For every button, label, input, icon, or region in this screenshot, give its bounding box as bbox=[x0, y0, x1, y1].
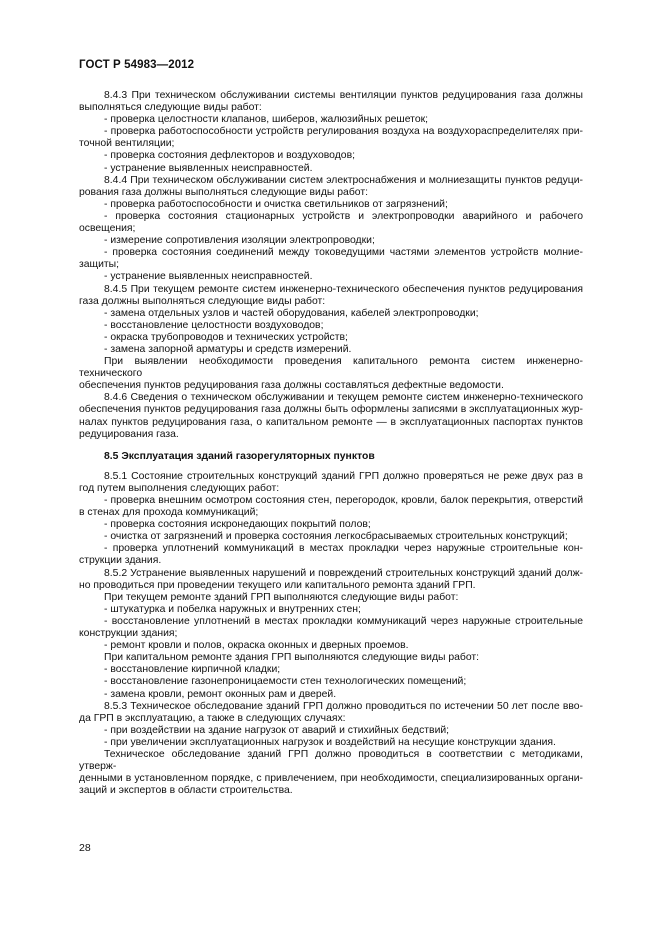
text-line: - очистка от загрязнений и проверка состояния легкосбрасываемых строительных конструкций; bbox=[104, 531, 568, 543]
document-body bbox=[79, 90, 583, 797]
text-line: налах пунктов редуцирования газа, о капитальном ремонте — в эксплуатационных паспортах пунктов bbox=[79, 416, 583, 428]
page-number: 28 bbox=[79, 842, 91, 854]
text-line: конструкции здания; bbox=[79, 628, 178, 640]
text-line: но проводиться при проведении текущего или капитального ремонта зданий ГРП. bbox=[79, 579, 476, 591]
text-line: - проверка состояния дефлекторов и воздуховодов; bbox=[104, 150, 355, 162]
text-line: - проверка внешним осмотром состояния стен, перегородок, кровли, балок перекрытия, отверстий bbox=[104, 495, 583, 506]
text-line: точной вентиляции; bbox=[79, 138, 175, 150]
text-line: защиты; bbox=[79, 259, 120, 271]
text-line: - штукатурка и побелка наружных и внутренних стен; bbox=[104, 603, 361, 615]
text-line: Техническое обследование зданий ГРП должно проводиться в соответствии с методиками, утверж- bbox=[79, 748, 583, 773]
text-line: 8.5.1 Состояние строительных конструкций зданий ГРП должно проверяться не реже двух раз в bbox=[104, 470, 583, 482]
text-line: 8.5.3 Техническое обследование зданий ГРП должно проводиться по истечении 50 лет после вво- bbox=[104, 700, 583, 712]
text-line: - проверка состояния соединений между токоведущими частями элементов устройств молние- bbox=[104, 247, 583, 259]
text-line: - проверка состояния стационарных устройств и электропроводки аварийного и рабочего освещения; bbox=[79, 210, 583, 235]
text-line: 8.4.3 При техническом обслуживании системы вентиляции пунктов редуцирования газа должны bbox=[104, 90, 583, 101]
text-line: - восстановление целостности воздуховодов; bbox=[104, 319, 324, 331]
text-line: - восстановление уплотнений в местах прокладки коммуникаций через наружные строительные bbox=[104, 615, 583, 627]
text-line: в стенах для прохода коммуникаций; bbox=[79, 507, 259, 519]
text-line: - восстановление кирпичной кладки; bbox=[104, 664, 281, 676]
text-line: 8.4.4 При техническом обслуживании систем электроснабжения и молниезащиты пунктов редуци- bbox=[104, 174, 583, 186]
text-line: обеспечения пунктов редуцирования газа должны составляться дефектные ведомости. bbox=[79, 380, 504, 392]
text-line: струкции здания. bbox=[79, 555, 162, 567]
text-line: обеспечения пунктов редуцирования газа должны быть оформлены записями в эксплуатационных жур- bbox=[79, 404, 583, 416]
text-line: рования газа должны выполняться следующие виды работ: bbox=[79, 186, 368, 198]
text-line: 8.4.5 При текущем ремонте систем инженерно-технического обеспечения пунктов редуцирования bbox=[104, 283, 583, 295]
text-line: заций и экспертов в области строительства. bbox=[79, 785, 293, 797]
text-line: - при воздействии на здание нагрузок от аварий и стихийных бедствий; bbox=[104, 724, 450, 736]
text-line: газа должны выполняться следующие виды работ: bbox=[79, 295, 326, 307]
text-line: - при увеличении эксплуатационных нагрузок и воздействий на несущие конструкции здания. bbox=[104, 736, 556, 748]
text-line: - замена запорной арматуры и средств измерений. bbox=[104, 343, 352, 355]
text-line: - проверка целостности клапанов, шиберов, жалюзийных решеток; bbox=[104, 114, 429, 126]
text-line: - замена кровли, ремонт оконных рам и дверей. bbox=[104, 688, 337, 700]
text-line: При текущем ремонте зданий ГРП выполняются следующие виды работ: bbox=[104, 591, 459, 603]
text-line: - проверка работоспособности и очистка светильников от загрязнений; bbox=[104, 198, 448, 210]
section-heading: 8.5 Эксплуатация зданий газорегуляторных пунктов bbox=[104, 450, 375, 462]
text-line: - восстановление газонепроницаемости стен технологических помещений; bbox=[104, 676, 467, 688]
text-line: 8.4.6 Сведения о техническом обслуживании и текущем ремонте систем инженерно-технического bbox=[104, 392, 583, 404]
text-line: да ГРП в эксплуатацию, а также в следующих случаях: bbox=[79, 712, 346, 724]
document-header: ГОСТ Р 54983—2012 bbox=[79, 59, 195, 71]
text-line: денными в установленном порядке, с привлечением, при необходимости, специализированных органи- bbox=[79, 773, 583, 785]
text-line: - устранение выявленных неисправностей. bbox=[104, 271, 313, 283]
text-line: - окраска трубопроводов и технических устройств; bbox=[104, 331, 348, 343]
text-line: - проверка состояния искронедающих покрытий полов; bbox=[104, 519, 371, 531]
text-line: год путем выполнения следующих работ: bbox=[79, 482, 280, 494]
text-line: - устранение выявленных неисправностей. bbox=[104, 162, 313, 174]
text-line: редуцирования газа. bbox=[79, 428, 179, 440]
text-line: - замена отдельных узлов и частей оборудования, кабелей электропроводки; bbox=[104, 307, 479, 319]
text-line: - проверка работоспособности устройств регулирования воздуха на воздухораспределителях при- bbox=[104, 126, 583, 138]
text-line: - измерение сопротивления изоляции электропроводки; bbox=[104, 235, 375, 247]
text-line: - проверка уплотнений коммуникаций в местах прокладки через наружные строительные кон- bbox=[104, 543, 583, 555]
text-line: выполняться следующие виды работ: bbox=[79, 102, 262, 114]
text-line: При выявлении необходимости проведения капитального ремонта систем инженерно-технического bbox=[79, 356, 583, 380]
text-line: 8.5.2 Устранение выявленных нарушений и повреждений строительных конструкций зданий долж- bbox=[104, 567, 583, 579]
text-line: - ремонт кровли и полов, окраска оконных и дверных проемов. bbox=[104, 640, 409, 652]
text-line: При капитальном ремонте здания ГРП выполняются следующие виды работ: bbox=[104, 652, 480, 664]
